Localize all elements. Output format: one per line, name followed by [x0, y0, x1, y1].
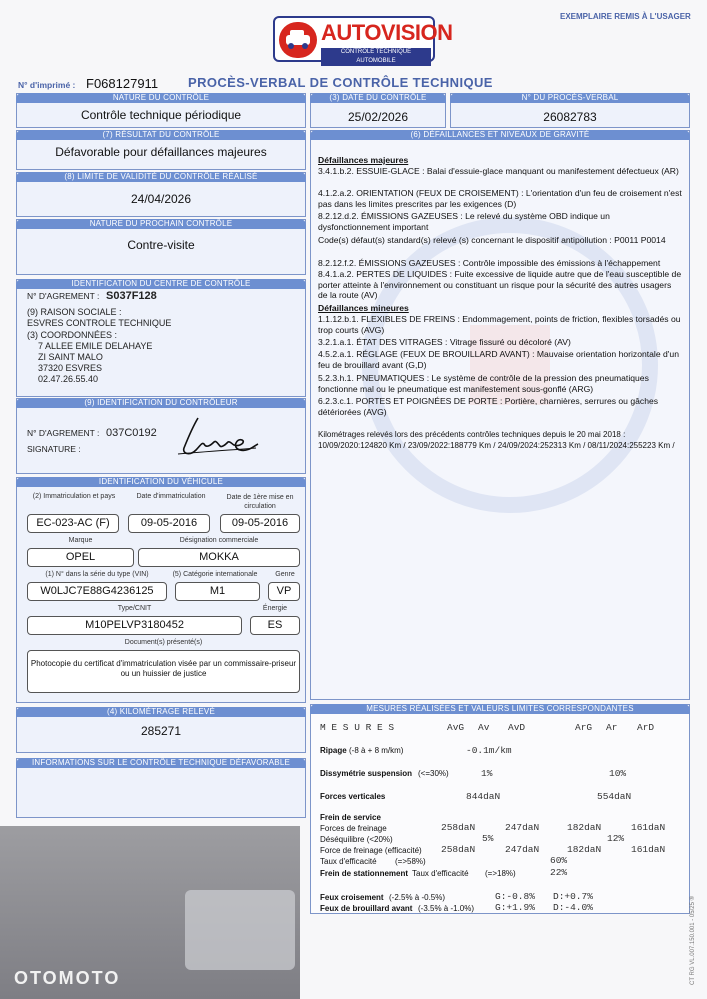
page-title: PROCÈS-VERBAL DE CONTRÔLE TECHNIQUE — [188, 75, 493, 90]
prochain-header: NATURE DU PROCHAIN CONTRÔLE — [16, 219, 306, 229]
categorie-label: (5) Catégorie internationale — [172, 571, 258, 578]
fst-taux-label: Taux d'efficacité — [412, 869, 469, 878]
brouillard-d: D:-4.0% — [553, 902, 593, 913]
fs-title: Frein de service — [320, 813, 381, 822]
dissym-av: 1% — [481, 768, 493, 779]
km-history: Kilométrages relevés lors des précédents contrôles techniques depuis le 20 mai 2018 : 10/09/2020:124820 Km / 23/09/2022:188779 Km / 24/09/2024:252313 Km / 08/11/2024:255223 Km / — [318, 430, 675, 450]
pv-value: 26082783 — [543, 110, 597, 124]
mineure-2: 3.2.1.a.1. ÉTAT DES VITRAGES : Vitrage fissuré ou décoloré (AV) — [318, 337, 571, 347]
majeure-4: Code(s) défaut(s) standard(s) relevé (s) concernant le dispositif antipollution : P0011 P0014 — [318, 235, 666, 245]
nature-value: Contrôle technique périodique — [80, 108, 242, 122]
resultat-value: Défavorable pour défaillances majeures — [55, 145, 267, 159]
fs-taux-limit: (=>58%) — [395, 857, 426, 866]
logo-name: AUTOVISION — [321, 20, 453, 45]
date-mise-field: 09-05-2016 — [220, 514, 300, 533]
mesures-box — [310, 704, 690, 914]
vehicule-header: IDENTIFICATION DU VÉHICULE — [16, 477, 306, 487]
fs-forces-3: 182daN — [567, 822, 602, 833]
ripage-limit: (-8 à + 8 m/km) — [349, 746, 404, 755]
fs-eff-label: Force de freinage (efficacité) — [320, 846, 422, 855]
controleur-agrement-value: 037C0192 — [106, 427, 157, 439]
date-immat-field: 09-05-2016 — [128, 514, 210, 533]
controleur-agrement-label: N° D'AGREMENT : — [27, 428, 100, 438]
marque-label: Marque — [68, 537, 93, 544]
vin-label: (1) N° dans la série du type (VIN) — [45, 571, 149, 578]
fs-eff-3: 182daN — [567, 844, 602, 855]
designation-label: Désignation commerciale — [179, 537, 259, 544]
logo-subtitle: CONTRÔLE TECHNIQUE AUTOMOBILE — [321, 48, 431, 66]
dissym-limit: (<=30%) — [418, 769, 449, 778]
brouillard-g: G:+1.9% — [495, 902, 535, 913]
centre-addr1: 7 ALLEE EMILE DELAHAYE — [38, 341, 153, 351]
limite-value: 24/04/2026 — [130, 192, 192, 206]
marque-field: OPEL — [27, 548, 134, 567]
mesures-header: MESURES RÉALISÉES ET VALEURS LIMITES CORRESPONDANTES — [310, 704, 690, 714]
col-ar: Ar — [606, 722, 618, 733]
col-avg: AvG — [447, 722, 465, 733]
majeures-title: Défaillances majeures — [318, 155, 409, 165]
designation-field: MOKKA — [138, 548, 300, 567]
forces-av: 844daN — [466, 791, 501, 802]
immat-label: (2) Immatriculation et pays — [32, 493, 116, 500]
ripage-value: -0.1m/km — [466, 745, 512, 756]
nature-header: NATURE DU CONTRÔLE — [16, 93, 306, 103]
immat-field: EC-023-AC (F) — [27, 514, 119, 533]
dissym-ar: 10% — [609, 768, 627, 779]
col-mesures: M E S U R E S — [320, 722, 395, 733]
logo-car-icon — [279, 22, 317, 58]
fs-forces-4: 161daN — [631, 822, 666, 833]
genre-label: Genre — [275, 571, 295, 578]
col-av: Av — [478, 722, 490, 733]
centre-header: IDENTIFICATION DU CENTRE DE CONTRÔLE — [16, 279, 306, 289]
vin-field: W0LJC7E88G4236125 — [27, 582, 167, 601]
centre-agrement-value: S037F128 — [106, 290, 157, 302]
side-reference: CT RG VL.007.150.001 - 05/25 ® — [690, 895, 696, 985]
brouillard-limit: (-3.5% à -1.0%) — [418, 904, 475, 913]
docs-label: Document(s) présenté(s) — [124, 639, 203, 646]
majeure-6: 8.4.1.a.2. PERTES DE LIQUIDES : Fuite excessive de liquide autre que de l'eau susceptible de porter atteinte à l'environnement ou constituant un risque pour la sécurité des autres usagers de la route (AV) — [318, 269, 682, 301]
majeure-5: 8.2.12.f.2. ÉMISSIONS GAZEUSES : Contrôle impossible des émissions à l'échappement — [318, 258, 661, 268]
genre-field: VP — [268, 582, 300, 601]
prochain-value: Contre-visite — [127, 238, 195, 252]
dissym-label: Dissymétrie suspension — [320, 769, 413, 778]
mineure-3: 4.5.2.a.1. RÉGLAGE (FEUX DE BROUILLARD AVANT) : Mauvaise orientation horizontale d'un feu de brouillard avant (G,D) — [318, 349, 679, 370]
energie-label: Énergie — [262, 605, 288, 612]
categorie-field: M1 — [175, 582, 260, 601]
mineures-title: Défaillances mineures — [318, 303, 409, 313]
fs-deseq-av: 5% — [482, 833, 494, 844]
date-mise-label: Date de 1ère mise en circulation — [226, 494, 294, 510]
imprime-value: F068127911 — [86, 76, 159, 91]
brouillard-label: Feux de brouillard avant — [320, 904, 413, 913]
fst-taux-value: 22% — [550, 867, 568, 878]
type-field: M10PELVP3180452 — [27, 616, 242, 635]
defaillances-header: (6) DÉFAILLANCES ET NIVEAUX DE GRAVITÉ — [310, 130, 690, 140]
mineure-5: 6.2.3.c.1. PORTES ET POIGNÉES DE PORTE : Portière, charnières, serrures ou gâches détériorées (AVG) — [318, 396, 659, 417]
centre-coord-label: (3) COORDONNÉES : — [27, 330, 118, 340]
forces-ar: 554daN — [597, 791, 632, 802]
mineure-1: 1.1.12.b.1. FLEXIBLES DE FREINS : Endommagement, points de friction, flexibles torsadés ou trop courts (AVG) — [318, 314, 681, 335]
scan-highlight — [185, 890, 295, 970]
km-header: (4) KILOMÉTRAGE RELEVÉ — [16, 707, 306, 717]
fs-deseq-ar: 12% — [607, 833, 625, 844]
otomoto-watermark: OTOMOTO — [14, 968, 121, 988]
fs-eff-1: 258daN — [441, 844, 476, 855]
col-avd: AvD — [508, 722, 526, 733]
controleur-signature — [170, 414, 265, 462]
fs-forces-1: 258daN — [441, 822, 476, 833]
fs-eff-4: 161daN — [631, 844, 666, 855]
pv-header: N° DU PROCÈS-VERBAL — [450, 93, 690, 103]
controleur-signature-label: SIGNATURE : — [27, 444, 81, 454]
fs-taux-value: 60% — [550, 855, 568, 866]
col-arg: ArG — [575, 722, 593, 733]
date-header: (3) DATE DU CONTRÔLE — [310, 93, 446, 103]
km-value: 285271 — [140, 724, 182, 738]
croisement-limit: (-2.5% à -0.5%) — [389, 893, 446, 902]
energie-field: ES — [250, 616, 300, 635]
fst-label: Frein de stationnement — [320, 869, 409, 878]
type-label: Type/CNIT — [117, 605, 152, 612]
autovision-logo — [273, 16, 453, 64]
centre-agrement-label: N° D'AGREMENT : — [27, 291, 100, 301]
croisement-g: G:-0.8% — [495, 891, 535, 902]
fs-deseq-label: Déséquilibre (<20%) — [320, 835, 393, 844]
limite-header: (8) LIMITE DE VALIDITÉ DU CONTRÔLE RÉALISÉ — [16, 172, 306, 182]
majeure-3: 8.2.12.d.2. ÉMISSIONS GAZEUSES : Le relevé du système OBD indique un dysfonctionnement important — [318, 211, 610, 232]
date-immat-label: Date d'immatriculation — [136, 493, 206, 500]
ripage-label: Ripage — [320, 746, 347, 755]
mineure-4: 5.2.3.h.1. PNEUMATIQUES : Le système de contrôle de la pression des pneumatiques fonctionne mal ou le pneumatique est manifestement sous-gonflé (ARG) — [318, 373, 649, 394]
croisement-label: Feux croisement — [320, 893, 384, 902]
docs-value: Photocopie du certificat d'immatriculation visée par un commissaire-priseur ou un huissier de justice — [30, 659, 297, 678]
date-value: 25/02/2026 — [347, 110, 409, 124]
controleur-header: (9) IDENTIFICATION DU CONTRÔLEUR — [16, 398, 306, 408]
majeure-2: 4.1.2.a.2. ORIENTATION (FEUX DE CROISEMENT) : L'orientation d'un feu de croisement n'est pas dans les limites prescrites par les exigences (D) — [318, 188, 682, 209]
fst-taux-limit: (=>18%) — [485, 869, 516, 878]
infos-header: INFORMATIONS SUR LE CONTRÔLE TECHNIQUE DÉFAVORABLE — [16, 758, 306, 768]
docs-field — [27, 650, 300, 693]
centre-phone: 02.47.26.55.40 — [38, 374, 99, 384]
centre-raison-label: (9) RAISON SOCIALE : — [27, 307, 122, 317]
fs-taux-label: Taux d'efficacité — [320, 857, 377, 866]
centre-raison-value: ESVRES CONTROLE TECHNIQUE — [27, 318, 172, 328]
centre-addr3: 37320 ESVRES — [38, 363, 103, 373]
forces-label: Forces verticales — [320, 792, 386, 801]
croisement-d: D:+0.7% — [553, 891, 593, 902]
fs-forces-label: Forces de freinage — [320, 824, 387, 833]
resultat-header: (7) RÉSULTAT DU CONTRÔLE — [16, 130, 306, 140]
imprime-label: N° d'imprimé : — [18, 80, 76, 90]
fs-eff-2: 247daN — [505, 844, 540, 855]
fs-forces-2: 247daN — [505, 822, 540, 833]
centre-addr2: ZI SAINT MALO — [38, 352, 103, 362]
exemplaire-label: EXEMPLAIRE REMIS À L'USAGER — [560, 12, 691, 21]
col-ard: ArD — [637, 722, 655, 733]
majeure-1: 3.4.1.b.2. ESSUIE-GLACE : Balai d'essuie-glace manquant ou manifestement défectueux (AR) — [318, 166, 679, 176]
